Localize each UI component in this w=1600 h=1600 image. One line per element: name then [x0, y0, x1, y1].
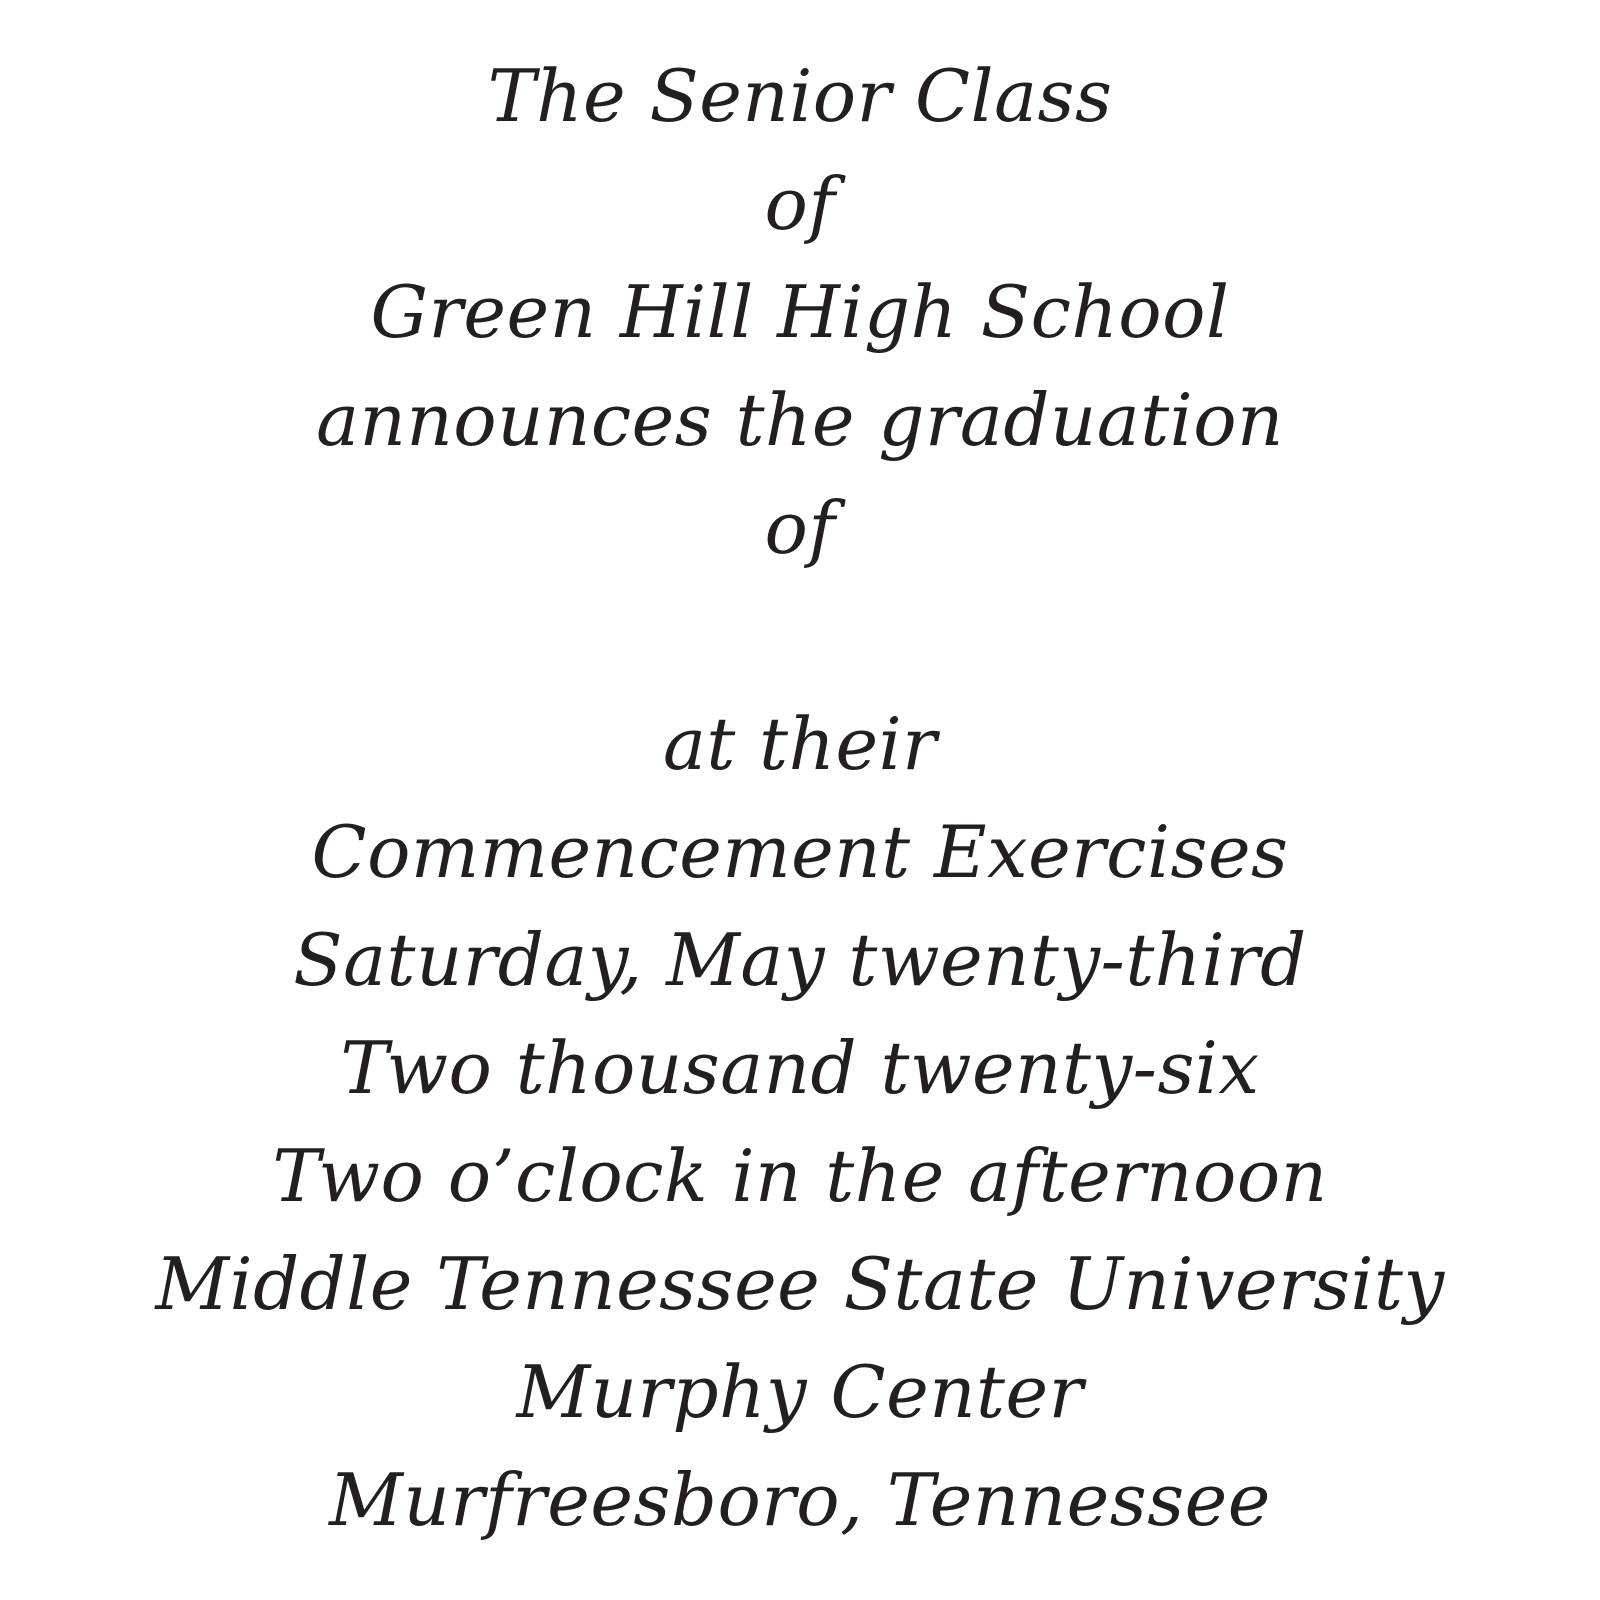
school-name-line: Green Hill High School: [370, 270, 1230, 354]
of-line-2: of: [764, 486, 836, 570]
graduate-name-blank: [0, 582, 1600, 690]
venue-line: Murphy Center: [516, 1350, 1084, 1434]
at-their-line: at their: [662, 702, 938, 786]
university-line: Middle Tennessee State University: [155, 1242, 1445, 1326]
date-line: Saturday, May twenty-third: [293, 918, 1307, 1002]
time-line: Two o’clock in the afternoon: [272, 1134, 1328, 1218]
year-line: Two thousand twenty-six: [340, 1026, 1260, 1110]
senior-class-line: The Senior Class: [487, 54, 1113, 138]
commencement-line: Commencement Exercises: [311, 810, 1289, 894]
city-line: Murfreesboro, Tennessee: [329, 1458, 1271, 1542]
of-line: of: [764, 162, 836, 246]
announces-line: announces the graduation: [316, 378, 1284, 462]
